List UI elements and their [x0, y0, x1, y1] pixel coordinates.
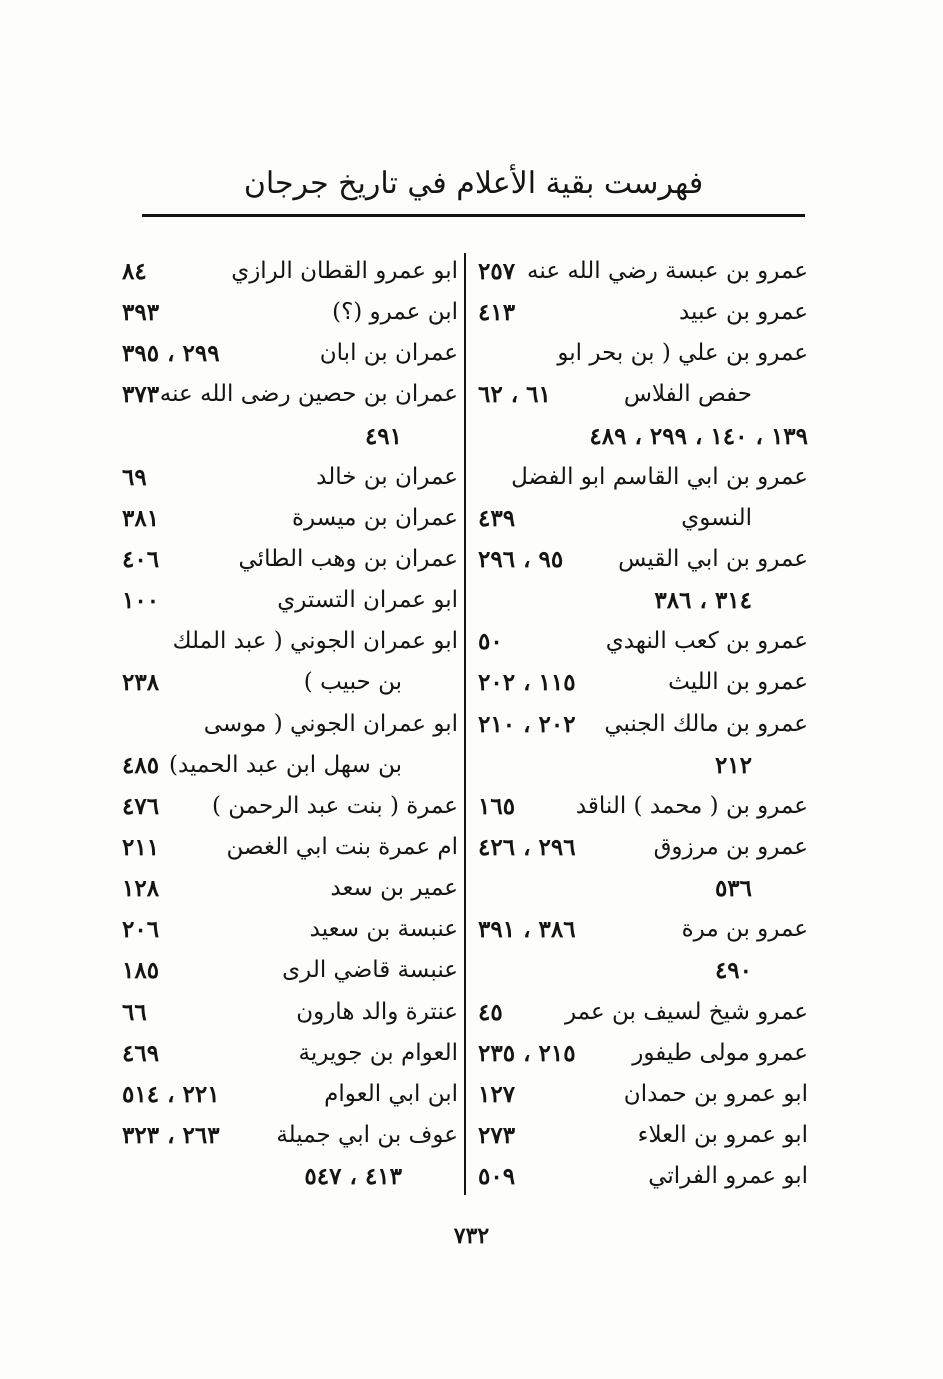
index-entry	[122, 1156, 458, 1197]
entry-pages: ٩٥ ، ٢٩٦	[478, 545, 564, 573]
entry-name: عمرو بن مرة	[681, 916, 808, 943]
entry-pages: ٤١٣	[478, 299, 516, 327]
index-column-right	[478, 251, 808, 1201]
index-entry	[122, 909, 458, 950]
entry-pages: ٥٣٦	[714, 875, 752, 903]
index-entry	[122, 827, 458, 868]
index-entry	[478, 333, 808, 374]
entry-pages: ٦١ ، ٦٢	[478, 381, 551, 409]
entry-pages: ٢٣٨	[122, 669, 160, 697]
entry-pages: ٢٩٦ ، ٤٢٦	[478, 833, 576, 861]
entry-pages: ٣٨١	[122, 504, 160, 532]
entry-pages: ٤٨٥	[122, 751, 160, 779]
entry-name: عمران بن وهب الطائي	[238, 545, 458, 572]
index-entry	[122, 786, 458, 827]
entry-pages: ٤٥	[478, 998, 503, 1026]
index-entry	[478, 251, 808, 292]
entry-name: عمرو شيخ لسيف بن عمر	[564, 998, 808, 1025]
entry-pages: ٣١٤ ، ٣٨٦	[654, 587, 752, 615]
index-entry	[478, 539, 808, 580]
entry-name: ابن ابي العوام	[324, 1080, 458, 1107]
index-entry	[122, 1074, 458, 1115]
entry-name: عمرو بن علي ( بن بحر ابو	[557, 340, 808, 367]
index-entry	[122, 868, 458, 909]
index-entry	[122, 539, 458, 580]
index-entry	[478, 292, 808, 333]
entry-name: عمرو مولى طيفور	[632, 1039, 808, 1066]
entry-name: عمرو بن ابي القاسم ابو الفضل	[511, 463, 808, 490]
entry-name: ابن عمرو (؟)	[332, 299, 458, 326]
index-entry	[478, 909, 808, 950]
entry-name: حفص الفلاس	[623, 381, 752, 408]
header-rule	[142, 214, 805, 217]
index-column-left	[122, 251, 458, 1201]
entry-name: عمرو بن عبيد	[678, 299, 808, 326]
column-divider	[464, 253, 466, 1195]
entry-pages: ١٣٩ ، ١٤٠ ، ٢٩٩ ، ٤٨٩	[589, 422, 808, 450]
entry-pages: ١٦٥	[478, 792, 516, 820]
entry-name: ابو عمرو بن حمدان	[623, 1080, 808, 1107]
entry-name: عمران بن ابان	[319, 340, 458, 367]
index-entry	[122, 333, 458, 374]
entry-name: بن سهل ابن عبد الحميد)	[168, 751, 402, 778]
entry-name: عوف بن ابي جميلة	[276, 1121, 458, 1148]
index-entry	[478, 827, 808, 868]
index-entry	[122, 498, 458, 539]
index-entry	[122, 662, 458, 703]
index-entry	[122, 457, 458, 498]
entry-pages: ٢١٢	[714, 751, 752, 779]
entry-pages: ٣٧٣	[122, 381, 160, 409]
entry-name: ابو عمران التستري	[277, 587, 458, 614]
entry-name: ابو عمران الجوني ( عبد الملك	[172, 628, 458, 655]
entry-name: عمران بن ميسرة	[291, 504, 458, 531]
entry-pages: ٢٢١ ، ٥١٤	[122, 1080, 220, 1108]
entry-pages: ٢١٥ ، ٢٣٥	[478, 1039, 576, 1067]
index-entry	[122, 950, 458, 991]
entry-pages: ٤٩٠	[714, 957, 752, 985]
entry-name: عمرو بن مرزوق	[653, 833, 808, 860]
entry-pages: ١١٥ ، ٢٠٢	[478, 669, 576, 697]
entry-name: عمران بن خالد	[316, 463, 458, 490]
entry-pages: ٢١١	[122, 833, 160, 861]
entry-pages: ٢٥٧	[478, 258, 516, 285]
index-entry	[478, 745, 808, 786]
entry-pages: ٢٦٣ ، ٣٢٣	[122, 1121, 220, 1149]
index-entry	[122, 1115, 458, 1156]
entry-name: عمران بن حصين رضى الله عنه	[159, 381, 458, 408]
entry-name: عمرو بن ( محمد ) الناقد	[575, 792, 808, 819]
index-entry	[478, 374, 808, 415]
index-entry	[122, 745, 458, 786]
entry-pages: ٤١٣ ، ٥٤٧	[304, 1163, 402, 1191]
index-entry	[478, 498, 808, 539]
index-entry	[478, 786, 808, 827]
index-entry	[122, 374, 458, 415]
entry-name: عمرو بن ابي القيس	[618, 545, 808, 572]
entry-pages: ٤٩١	[364, 422, 402, 450]
index-entry	[478, 1115, 808, 1156]
index-entry	[122, 621, 458, 662]
entry-pages: ٤٧٦	[122, 792, 160, 820]
entry-pages: ٢٩٩ ، ٣٩٥	[122, 340, 220, 368]
entry-pages: ٤٠٦	[122, 545, 160, 573]
index-entry	[122, 416, 458, 457]
entry-pages: ٤٦٩	[122, 1039, 160, 1067]
entry-pages: ٢٠٢ ، ٢١٠	[478, 710, 576, 738]
entry-pages: ٣٨٦ ، ٣٩١	[478, 916, 576, 944]
index-entry	[478, 1074, 808, 1115]
entry-name: ابو عمران الجوني ( موسى	[203, 710, 458, 737]
index-entry	[478, 1033, 808, 1074]
entry-name: عمرة ( بنت عبد الرحمن )	[211, 792, 458, 819]
index-entry	[478, 580, 808, 621]
index-entry	[122, 704, 458, 745]
index-entry	[122, 251, 458, 292]
entry-pages: ٥٠	[478, 628, 503, 656]
index-entry	[478, 662, 808, 703]
index-entry	[122, 580, 458, 621]
entry-name: عمرو بن كعب النهدي	[605, 628, 808, 655]
index-entry	[478, 457, 808, 498]
index-entry	[478, 992, 808, 1033]
page-header-title: فهرست بقية الأعلام في تاريخ جرجان	[243, 166, 704, 201]
entry-pages: ١٠٠	[122, 587, 160, 615]
entry-pages: ٨٤	[122, 258, 147, 285]
entry-name: بن حبيب )	[303, 669, 402, 696]
entry-pages: ٥٠٩	[478, 1163, 516, 1191]
entry-pages: ٤٣٩	[478, 504, 516, 532]
index-entry	[478, 621, 808, 662]
index-entry	[122, 292, 458, 333]
entry-pages: ٢٧٣	[478, 1121, 516, 1149]
entry-name: ابو عمرو بن العلاء	[637, 1121, 808, 1148]
entry-pages: ٦٦	[122, 998, 147, 1026]
entry-name: ام عمرة بنت ابي الغصن	[226, 833, 458, 860]
entry-pages: ٣٩٣	[122, 299, 160, 327]
entry-name: عمير بن سعد	[330, 875, 458, 902]
entry-pages: ١٨٥	[122, 957, 160, 985]
entry-name: عمرو بن عبسة رضي الله عنه	[527, 258, 808, 284]
entry-name: عنبسة قاضي الرى	[282, 957, 458, 984]
entry-name: ابو عمرو القطان الرازي	[231, 258, 458, 284]
entry-pages: ١٢٨	[122, 875, 160, 903]
index-entry	[478, 704, 808, 745]
entry-name: العوام بن جويرية	[298, 1039, 458, 1066]
entry-name: النسوي	[681, 504, 752, 531]
index-entry	[478, 1156, 808, 1197]
entry-name: عنترة والد هارون	[296, 998, 458, 1025]
index-entry	[478, 950, 808, 991]
entry-name: عنبسة بن سعيد	[309, 916, 458, 943]
index-entry	[122, 1033, 458, 1074]
entry-pages: ١٢٧	[478, 1080, 516, 1108]
page-number: ٧٣٢	[453, 1223, 490, 1249]
entry-name: عمرو بن مالك الجنبي	[604, 710, 808, 737]
index-entry	[122, 992, 458, 1033]
entry-pages: ٦٩	[122, 463, 147, 491]
entry-name: عمرو بن الليث	[668, 669, 808, 696]
entry-name: ابو عمرو الفراتي	[648, 1163, 808, 1190]
entry-pages: ٢٠٦	[122, 916, 160, 944]
index-entry	[478, 868, 808, 909]
index-entry	[478, 416, 808, 457]
